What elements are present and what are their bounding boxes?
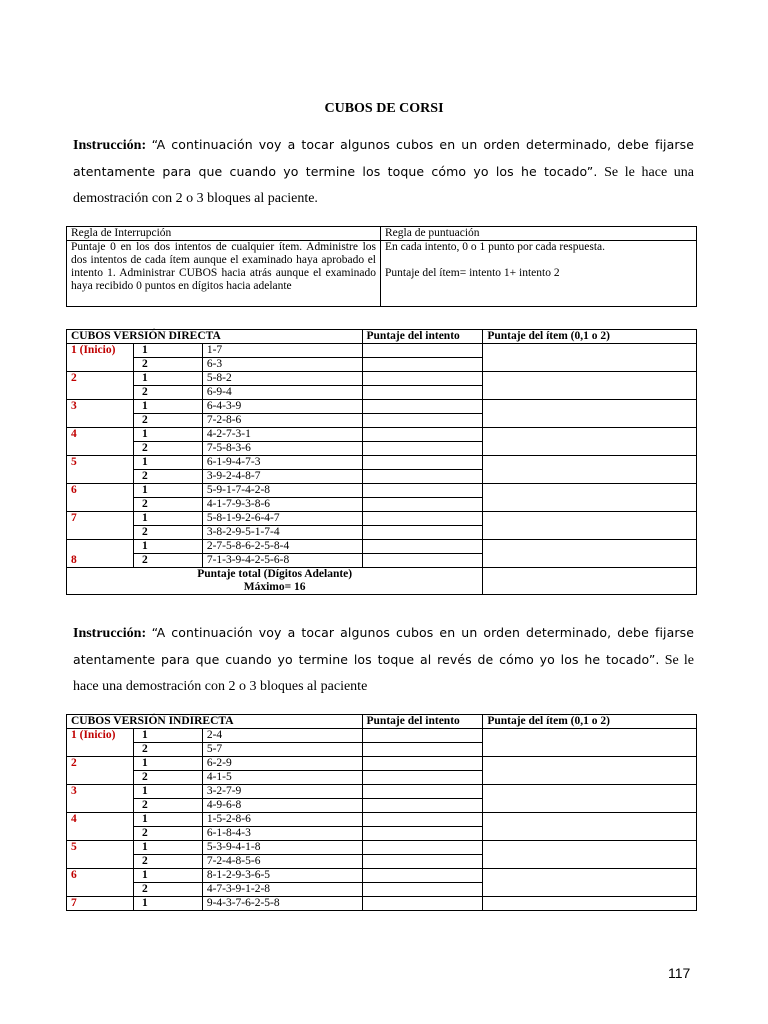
indirect-attempt-number: 1 [133, 897, 202, 911]
indirect-attempt-number: 1 [133, 869, 202, 883]
instruction-1-rest: Se le hace una demostración con 2 o 3 bloques al paciente. [73, 165, 695, 206]
page-title: CUBOS DE CORSI [324, 101, 444, 116]
indirect-attempt-score-cell[interactable] [362, 799, 483, 813]
instruction-2-quote: “A continuación voy a tocar algunos cubos en un orden determinado, debe fijarse atentamente para que cuando yo termine los toque al revés de cómo yo los he tocado”. [73, 625, 694, 667]
direct-item-row [67, 512, 697, 526]
indirect-attempt-number: 2 [133, 855, 202, 869]
indirect-attempt-score-cell[interactable] [362, 729, 483, 743]
instruction-2 [73, 620, 694, 700]
direct-attempt-score-cell[interactable] [362, 372, 483, 386]
rules-table [66, 226, 697, 307]
direct-attempt-score-cell[interactable] [362, 414, 483, 428]
direct-item-score-cell[interactable] [483, 512, 697, 540]
direct-item-row [67, 400, 697, 414]
direct-item-row [67, 540, 697, 554]
direct-item-score-cell[interactable] [483, 540, 697, 568]
indirect-item-score-header: Puntaje del ítem (0,1 o 2) [483, 715, 697, 729]
page-number: 117 [668, 965, 691, 981]
direct-attempt-score-cell[interactable] [362, 344, 483, 358]
direct-total-line-1: Puntaje total (Dígitos Adelante) [197, 568, 353, 580]
direct-attempt-score-cell[interactable] [362, 540, 483, 554]
indirect-item-row [67, 841, 697, 855]
indirect-item-score-cell[interactable] [483, 729, 697, 757]
indirect-attempt-number: 1 [133, 729, 202, 743]
indirect-attempt-number: 1 [133, 785, 202, 799]
indirect-attempt-score-cell[interactable] [362, 785, 483, 799]
direct-attempt-score-cell[interactable] [362, 498, 483, 512]
direct-attempt-score-cell[interactable] [362, 470, 483, 484]
direct-sequence: 7-1-3-9-4-2-5-6-8 [202, 554, 362, 568]
indirect-attempt-score-cell[interactable] [362, 897, 483, 911]
direct-sequence: 4-1-7-9-3-8-6 [202, 498, 362, 512]
indirect-item-row [67, 869, 697, 883]
indirect-item-label: 7 [67, 897, 134, 911]
item-score-header: Puntaje del ítem (0,1 o 2) [483, 330, 697, 344]
direct-total-label [67, 568, 483, 595]
direct-sequence: 1-7 [202, 344, 362, 358]
interruption-rule-header: Regla de Interrupción [67, 227, 381, 241]
direct-version-table [66, 329, 697, 595]
indirect-attempt-score-cell[interactable] [362, 883, 483, 897]
indirect-item-score-cell[interactable] [483, 841, 697, 869]
direct-item-score-cell[interactable] [483, 372, 697, 400]
indirect-item-row [67, 813, 697, 827]
indirect-attempt-score-header: Puntaje del intento [362, 715, 483, 729]
direct-item-label: 4 [67, 428, 134, 456]
direct-attempt-score-cell[interactable] [362, 358, 483, 372]
direct-attempt-number: 2 [133, 386, 202, 400]
indirect-item-score-cell[interactable] [483, 897, 697, 911]
direct-item-row [67, 344, 697, 358]
direct-item-score-cell[interactable] [483, 456, 697, 484]
indirect-sequence: 2-4 [202, 729, 362, 743]
indirect-item-score-cell[interactable] [483, 813, 697, 841]
direct-attempt-score-cell[interactable] [362, 456, 483, 470]
indirect-attempt-score-cell[interactable] [362, 757, 483, 771]
indirect-item-row [67, 897, 697, 911]
direct-sequence: 6-3 [202, 358, 362, 372]
direct-attempt-number: 1 [133, 512, 202, 526]
direct-attempt-number: 2 [133, 526, 202, 540]
indirect-item-label: 2 [67, 757, 134, 785]
direct-attempt-score-cell[interactable] [362, 554, 483, 568]
direct-item-label: 5 [67, 456, 134, 484]
indirect-attempt-number: 1 [133, 813, 202, 827]
indirect-attempt-number: 2 [133, 883, 202, 897]
indirect-item-row [67, 729, 697, 743]
indirect-table-header: CUBOS VERSIÓN INDIRECTA [67, 715, 363, 729]
direct-sequence: 7-5-8-3-6 [202, 442, 362, 456]
indirect-sequence: 1-5-2-8-6 [202, 813, 362, 827]
indirect-attempt-score-cell[interactable] [362, 771, 483, 785]
direct-sequence: 2-7-5-8-6-2-5-8-4 [202, 540, 362, 554]
indirect-attempt-number: 1 [133, 841, 202, 855]
direct-attempt-number: 2 [133, 358, 202, 372]
direct-attempt-score-cell[interactable] [362, 428, 483, 442]
direct-attempt-score-cell[interactable] [362, 484, 483, 498]
indirect-attempt-score-cell[interactable] [362, 743, 483, 757]
direct-attempt-number: 1 [133, 372, 202, 386]
indirect-item-label: 1 (Inicio) [67, 729, 134, 757]
indirect-item-label: 5 [67, 841, 134, 869]
direct-attempt-score-cell[interactable] [362, 386, 483, 400]
direct-sequence: 6-9-4 [202, 386, 362, 400]
direct-item-score-cell[interactable] [483, 400, 697, 428]
interruption-rule-text: Puntaje 0 en los dos intentos de cualquier ítem. Administre los dos intentos de cada ítem aunque el examinado haya aprobado el intento 1. Administrar CUBOS hacia atrás aunque el examinado haya recibido 0 puntos en dígitos hacia adelante [67, 241, 381, 307]
direct-item-label: 7 [67, 512, 134, 540]
direct-item-label: 6 [67, 484, 134, 512]
indirect-attempt-number: 2 [133, 799, 202, 813]
indirect-item-label: 6 [67, 869, 134, 897]
instruction-1-quote: “A continuación voy a tocar algunos cubos en un orden determinado, debe fijarse atentamente para que cuando yo termine los toque cómo yo los he tocado”. [73, 137, 694, 179]
direct-attempt-number: 1 [133, 456, 202, 470]
direct-attempt-number: 1 [133, 540, 202, 554]
instruction-2-rest: Se le hace una demostración con 2 o 3 bloques al paciente [73, 653, 695, 694]
indirect-sequence: 9-4-3-7-6-2-5-8 [202, 897, 362, 911]
indirect-attempt-score-cell[interactable] [362, 841, 483, 855]
indirect-sequence: 5-3-9-4-1-8 [202, 841, 362, 855]
indirect-table-body [67, 729, 697, 911]
direct-attempt-score-cell[interactable] [362, 512, 483, 526]
indirect-item-label: 4 [67, 813, 134, 841]
scoring-rule-line-1: En cada intento, 0 o 1 punto por cada respuesta. [385, 241, 606, 253]
direct-sequence: 5-9-1-7-4-2-8 [202, 484, 362, 498]
attempt-score-header: Puntaje del intento [362, 330, 483, 344]
direct-table-header: CUBOS VERSIÓN DIRECTA [67, 330, 363, 344]
indirect-attempt-number: 2 [133, 743, 202, 757]
direct-attempt-number: 1 [133, 428, 202, 442]
indirect-item-row [67, 785, 697, 799]
direct-attempt-number: 1 [133, 344, 202, 358]
indirect-item-row [67, 757, 697, 771]
direct-sequence: 5-8-1-9-2-6-4-7 [202, 512, 362, 526]
indirect-attempt-number: 2 [133, 771, 202, 785]
direct-attempt-number: 2 [133, 414, 202, 428]
direct-item-score-cell[interactable] [483, 484, 697, 512]
indirect-item-score-cell[interactable] [483, 757, 697, 785]
direct-attempt-score-cell[interactable] [362, 526, 483, 540]
direct-attempt-number: 2 [133, 498, 202, 512]
indirect-sequence: 3-2-7-9 [202, 785, 362, 799]
indirect-version-table [66, 714, 697, 911]
direct-total-line-2: Máximo= 16 [243, 581, 306, 593]
direct-total-score-cell[interactable] [483, 568, 697, 595]
indirect-item-score-cell[interactable] [483, 785, 697, 813]
direct-sequence: 4-2-7-3-1 [202, 428, 362, 442]
direct-sequence: 5-8-2 [202, 372, 362, 386]
direct-item-label: 2 [67, 372, 134, 400]
scoring-rule-line-2: Puntaje del ítem= intento 1+ intento 2 [385, 267, 560, 279]
direct-attempt-number: 2 [133, 554, 202, 568]
direct-attempt-score-cell[interactable] [362, 400, 483, 414]
direct-attempt-score-cell[interactable] [362, 442, 483, 456]
indirect-item-label: 3 [67, 785, 134, 813]
direct-sequence: 7-2-8-6 [202, 414, 362, 428]
direct-item-label: 8 [67, 540, 134, 568]
instruction-1-label: Instrucción: [73, 138, 147, 153]
direct-attempt-number: 2 [133, 470, 202, 484]
indirect-sequence: 8-1-2-9-3-6-5 [202, 869, 362, 883]
direct-item-row [67, 456, 697, 470]
indirect-attempt-number: 1 [133, 757, 202, 771]
indirect-attempt-score-cell[interactable] [362, 813, 483, 827]
direct-sequence: 3-8-2-9-5-1-7-4 [202, 526, 362, 540]
indirect-sequence: 4-1-5 [202, 771, 362, 785]
indirect-sequence: 4-9-6-8 [202, 799, 362, 813]
indirect-sequence: 7-2-4-8-5-6 [202, 855, 362, 869]
direct-item-row [67, 484, 697, 498]
direct-item-score-cell[interactable] [483, 428, 697, 456]
direct-item-label: 3 [67, 400, 134, 428]
indirect-sequence: 4-7-3-9-1-2-8 [202, 883, 362, 897]
instruction-1 [73, 132, 694, 212]
indirect-sequence: 5-7 [202, 743, 362, 757]
direct-sequence: 6-4-3-9 [202, 400, 362, 414]
direct-sequence: 3-9-2-4-8-7 [202, 470, 362, 484]
direct-sequence: 6-1-9-4-7-3 [202, 456, 362, 470]
indirect-item-score-cell[interactable] [483, 869, 697, 897]
direct-attempt-number: 1 [133, 484, 202, 498]
direct-item-label: 1 (Inicio) [67, 344, 134, 372]
direct-attempt-number: 2 [133, 442, 202, 456]
indirect-attempt-score-cell[interactable] [362, 869, 483, 883]
direct-item-score-cell[interactable] [483, 344, 697, 372]
direct-item-row [67, 372, 697, 386]
indirect-sequence: 6-1-8-4-3 [202, 827, 362, 841]
direct-attempt-number: 1 [133, 400, 202, 414]
scoring-rule-text [381, 241, 697, 307]
direct-table-body [67, 344, 697, 568]
indirect-attempt-number: 2 [133, 827, 202, 841]
direct-item-row [67, 428, 697, 442]
indirect-attempt-score-cell[interactable] [362, 827, 483, 841]
indirect-attempt-score-cell[interactable] [362, 855, 483, 869]
indirect-sequence: 6-2-9 [202, 757, 362, 771]
instruction-2-label: Instrucción: [73, 626, 147, 641]
scoring-rule-header: Regla de puntuación [381, 227, 697, 241]
